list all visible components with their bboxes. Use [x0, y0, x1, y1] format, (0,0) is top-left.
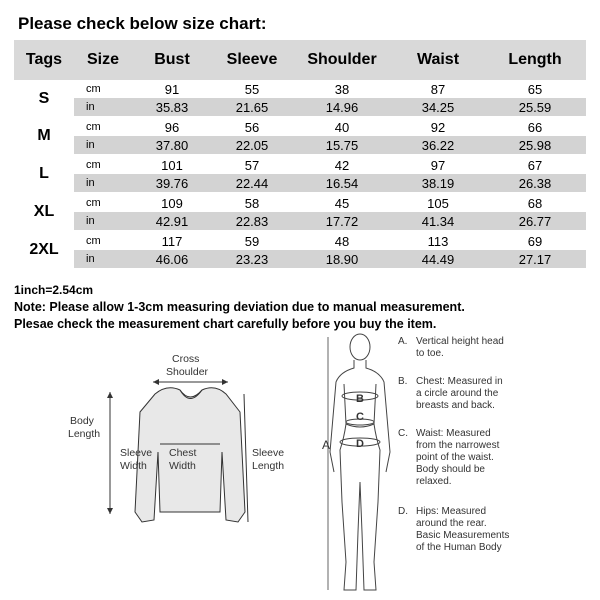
shoulder-cell: 48 — [292, 231, 392, 250]
waist-cell: 34.25 — [392, 98, 484, 117]
size-tag: L — [14, 155, 74, 193]
length-cell: 25.98 — [484, 136, 586, 155]
shoulder-cell: 16.54 — [292, 174, 392, 193]
size-tag: S — [14, 80, 74, 117]
size-tag: 2XL — [14, 231, 74, 269]
table-row — [14, 193, 586, 212]
waist-cell: 44.49 — [392, 250, 484, 269]
table-row — [14, 250, 586, 269]
unit-cell: cm — [74, 117, 132, 136]
header-sleeve: Sleeve — [212, 40, 292, 80]
sleeve-length-label-2: Length — [252, 460, 285, 472]
bust-cell: 42.91 — [132, 212, 212, 231]
guide-line: from the narrowest — [416, 440, 500, 451]
shoulder-cell: 40 — [292, 117, 392, 136]
bust-cell: 117 — [132, 231, 212, 250]
garment-diagram — [68, 353, 284, 522]
length-cell: 68 — [484, 193, 586, 212]
deviation-note: Note: Please allow 1-3cm measuring deviation due to manual measurement. — [14, 300, 465, 314]
cross-shoulder-label-1: Cross — [172, 353, 200, 365]
guide-line: around the rear. — [416, 518, 487, 529]
body-length-label-2: Length — [68, 428, 101, 440]
guide-line: to toe. — [416, 348, 444, 359]
bust-cell: 37.80 — [132, 136, 212, 155]
guide-letter: D. — [398, 506, 408, 517]
guide-line: relaxed. — [416, 476, 452, 487]
sleeve-length-label-1: Sleeve — [252, 447, 285, 459]
unit-cell: cm — [74, 80, 132, 98]
table-row — [14, 117, 586, 136]
unit-conversion-note: 1inch=2.54cm — [14, 283, 94, 297]
size-chart-table — [14, 40, 586, 270]
unit-cell: in — [74, 174, 132, 193]
length-cell: 69 — [484, 231, 586, 250]
waist-cell: 87 — [392, 80, 484, 98]
chest-width-label-2: Width — [169, 460, 196, 472]
sleeve-cell: 22.83 — [212, 212, 292, 231]
sleeve-cell: 55 — [212, 80, 292, 98]
notes-block — [14, 282, 465, 333]
length-cell: 26.77 — [484, 212, 586, 231]
unit-cell: in — [74, 98, 132, 117]
page-title: Please check below size chart: — [18, 14, 267, 33]
marker-d: D — [356, 438, 364, 450]
guide-line: Hips: Measured — [416, 506, 487, 517]
guide-line: of the Human Body — [416, 542, 502, 553]
bust-cell: 101 — [132, 155, 212, 174]
header-tags: Tags — [14, 40, 74, 80]
bust-cell: 35.83 — [132, 98, 212, 117]
table-row — [14, 174, 586, 193]
size-tag: XL — [14, 193, 74, 231]
guide-line: Waist: Measured — [416, 428, 491, 439]
length-cell: 25.59 — [484, 98, 586, 117]
table-row — [14, 80, 586, 98]
size-tag: M — [14, 117, 74, 155]
bust-cell: 46.06 — [132, 250, 212, 269]
length-cell: 27.17 — [484, 250, 586, 269]
unit-cell: in — [74, 136, 132, 155]
waist-cell: 105 — [392, 193, 484, 212]
sleeve-cell: 22.44 — [212, 174, 292, 193]
table-row — [14, 231, 586, 250]
table-row — [14, 212, 586, 231]
arrow-head — [153, 379, 159, 385]
unit-cell: cm — [74, 231, 132, 250]
header-row — [14, 40, 586, 80]
unit-cell: cm — [74, 155, 132, 174]
arrow-head — [222, 379, 228, 385]
length-cell: 67 — [484, 155, 586, 174]
guide-line: Basic Measurements — [416, 530, 510, 541]
cross-shoulder-label-2: Shoulder — [166, 366, 209, 378]
table-row — [14, 155, 586, 174]
table-row — [14, 136, 586, 155]
unit-cell: in — [74, 212, 132, 231]
bust-cell: 91 — [132, 80, 212, 98]
guide-line: Vertical height head — [416, 336, 504, 347]
length-cell: 66 — [484, 117, 586, 136]
sleeve-cell: 56 — [212, 117, 292, 136]
waist-cell: 38.19 — [392, 174, 484, 193]
length-cell: 65 — [484, 80, 586, 98]
sleeve-cell: 57 — [212, 155, 292, 174]
marker-b: B — [356, 393, 364, 405]
guide-line: Body should be — [416, 464, 485, 475]
length-cell: 26.38 — [484, 174, 586, 193]
guide-line: point of the waist. — [416, 452, 494, 463]
guide-line: Chest: Measured in — [416, 376, 503, 387]
sleeve-cell: 23.23 — [212, 250, 292, 269]
body-length-label-1: Body — [70, 415, 94, 427]
waist-cell: 92 — [392, 117, 484, 136]
marker-a: A — [322, 438, 331, 452]
waist-cell: 97 — [392, 155, 484, 174]
sleeve-cell: 58 — [212, 193, 292, 212]
waist-cell: 113 — [392, 231, 484, 250]
guide-letter: B. — [398, 376, 408, 387]
table-row — [14, 98, 586, 117]
head-outline — [350, 334, 370, 360]
guide-letter: A. — [398, 336, 408, 347]
chest-width-label-1: Chest — [169, 447, 197, 459]
header-size: Size — [74, 40, 132, 80]
shoulder-cell: 45 — [292, 193, 392, 212]
shoulder-cell: 14.96 — [292, 98, 392, 117]
measurement-guide — [398, 336, 509, 553]
sleeve-cell: 21.65 — [212, 98, 292, 117]
sleeve-width-label-1: Sleeve — [120, 447, 153, 459]
guide-line: breasts and back. — [416, 400, 495, 411]
header-bust: Bust — [132, 40, 212, 80]
shoulder-cell: 38 — [292, 80, 392, 98]
unit-cell: cm — [74, 193, 132, 212]
marker-c: C — [356, 411, 364, 423]
bust-cell: 96 — [132, 117, 212, 136]
check-note: Plesae check the measurement chart carefully before you buy the item. — [14, 317, 437, 331]
unit-cell: in — [74, 250, 132, 269]
shoulder-cell: 42 — [292, 155, 392, 174]
arrow-head — [107, 392, 113, 398]
guide-letter: C. — [398, 428, 408, 439]
waist-cell: 41.34 — [392, 212, 484, 231]
measurement-figure — [0, 332, 600, 600]
body-figure — [328, 334, 390, 590]
sleeve-cell: 22.05 — [212, 136, 292, 155]
waist-cell: 36.22 — [392, 136, 484, 155]
sleeve-cell: 59 — [212, 231, 292, 250]
header-waist: Waist — [392, 40, 484, 80]
header-shoulder: Shoulder — [292, 40, 392, 80]
arrow-head — [107, 508, 113, 514]
guide-line: a circle around the — [416, 388, 499, 399]
bust-cell: 39.76 — [132, 174, 212, 193]
shoulder-cell: 18.90 — [292, 250, 392, 269]
shoulder-cell: 15.75 — [292, 136, 392, 155]
shoulder-cell: 17.72 — [292, 212, 392, 231]
header-length: Length — [484, 40, 586, 80]
bust-cell: 109 — [132, 193, 212, 212]
sleeve-width-label-2: Width — [120, 460, 147, 472]
